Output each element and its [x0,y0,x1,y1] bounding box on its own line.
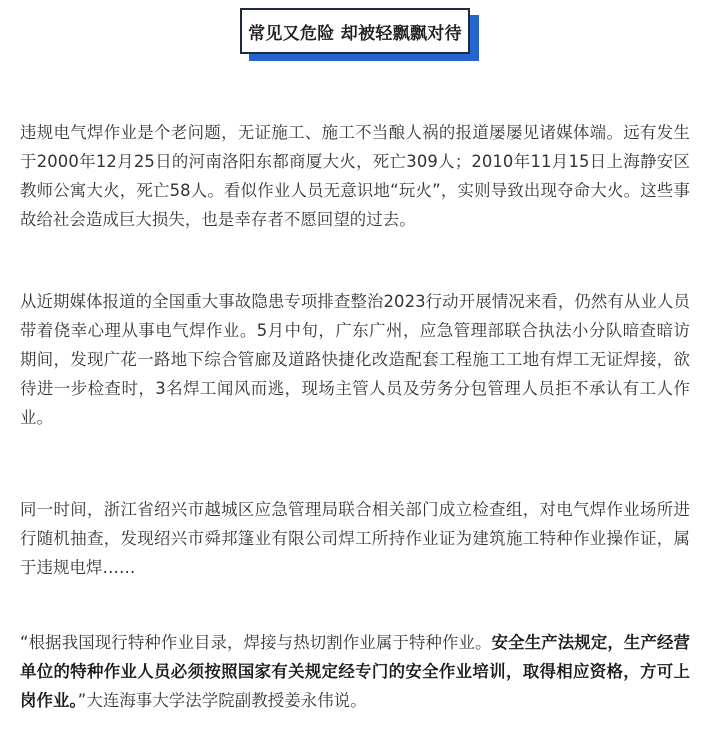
quote-intro-text: “根据我国现行特种作业目录，焊接与热切割作业属于特种作业。 [20,633,492,652]
paragraph-guangzhou-inspection: 从近期媒体报道的全国重大事故隐患专项排查整治2023行动开展情况来看，仍然有从业人员带着侥幸心理从事电气焊作业。5月中旬，广东广州，应急管理部联合执法小分队暗查暗访期间，发现广花一路地下综合管廊及道路快捷化改造配套工程施工工地有焊工无证焊接，欲待进一步检查时，3名焊工闻风而逃，现场主管人员及劳务分包管理人员拒不承认有工人作业。 [20,292,690,427]
paragraph-shaoxing-inspection: 同一时间，浙江省绍兴市越城区应急管理局联合相关部门成立检查组，对电气焊作业场所进行随机抽查，发现绍兴市舜邦篷业有限公司焊工所持作业证为建筑施工特种作业操作证，属于违规电焊…… [20,500,690,577]
quote-bold-regulation: 安全生产法规定，生产经营单位的特种作业人员必须按照国家有关规定经专门的安全作业培训，取得相应资格，方可上岗作业。 [20,633,691,710]
title-banner [0,0,707,66]
quote-attribution-text: ”大连海事大学法学院副教授姜永伟说。 [77,691,367,710]
paragraph-history: 违规电气焊作业是个老问题，无证施工、施工不当酿人祸的报道屡屡见诸媒体端。远有发生于2000年12月25日的河南洛阳东都商厦大火，死亡309人；2010年11月15日上海静安区教师公寓大火，死亡58人。看似作业人员无意识地“玩火”，实则导致出现夺命大火。这些事故给社会造成巨大损失，也是幸存者不愿回望的过去。 [20,123,690,229]
paragraph-expert-quote [20,628,690,715]
article-section-title: 常见又危险 却被轻飘飘对待 [240,8,470,54]
